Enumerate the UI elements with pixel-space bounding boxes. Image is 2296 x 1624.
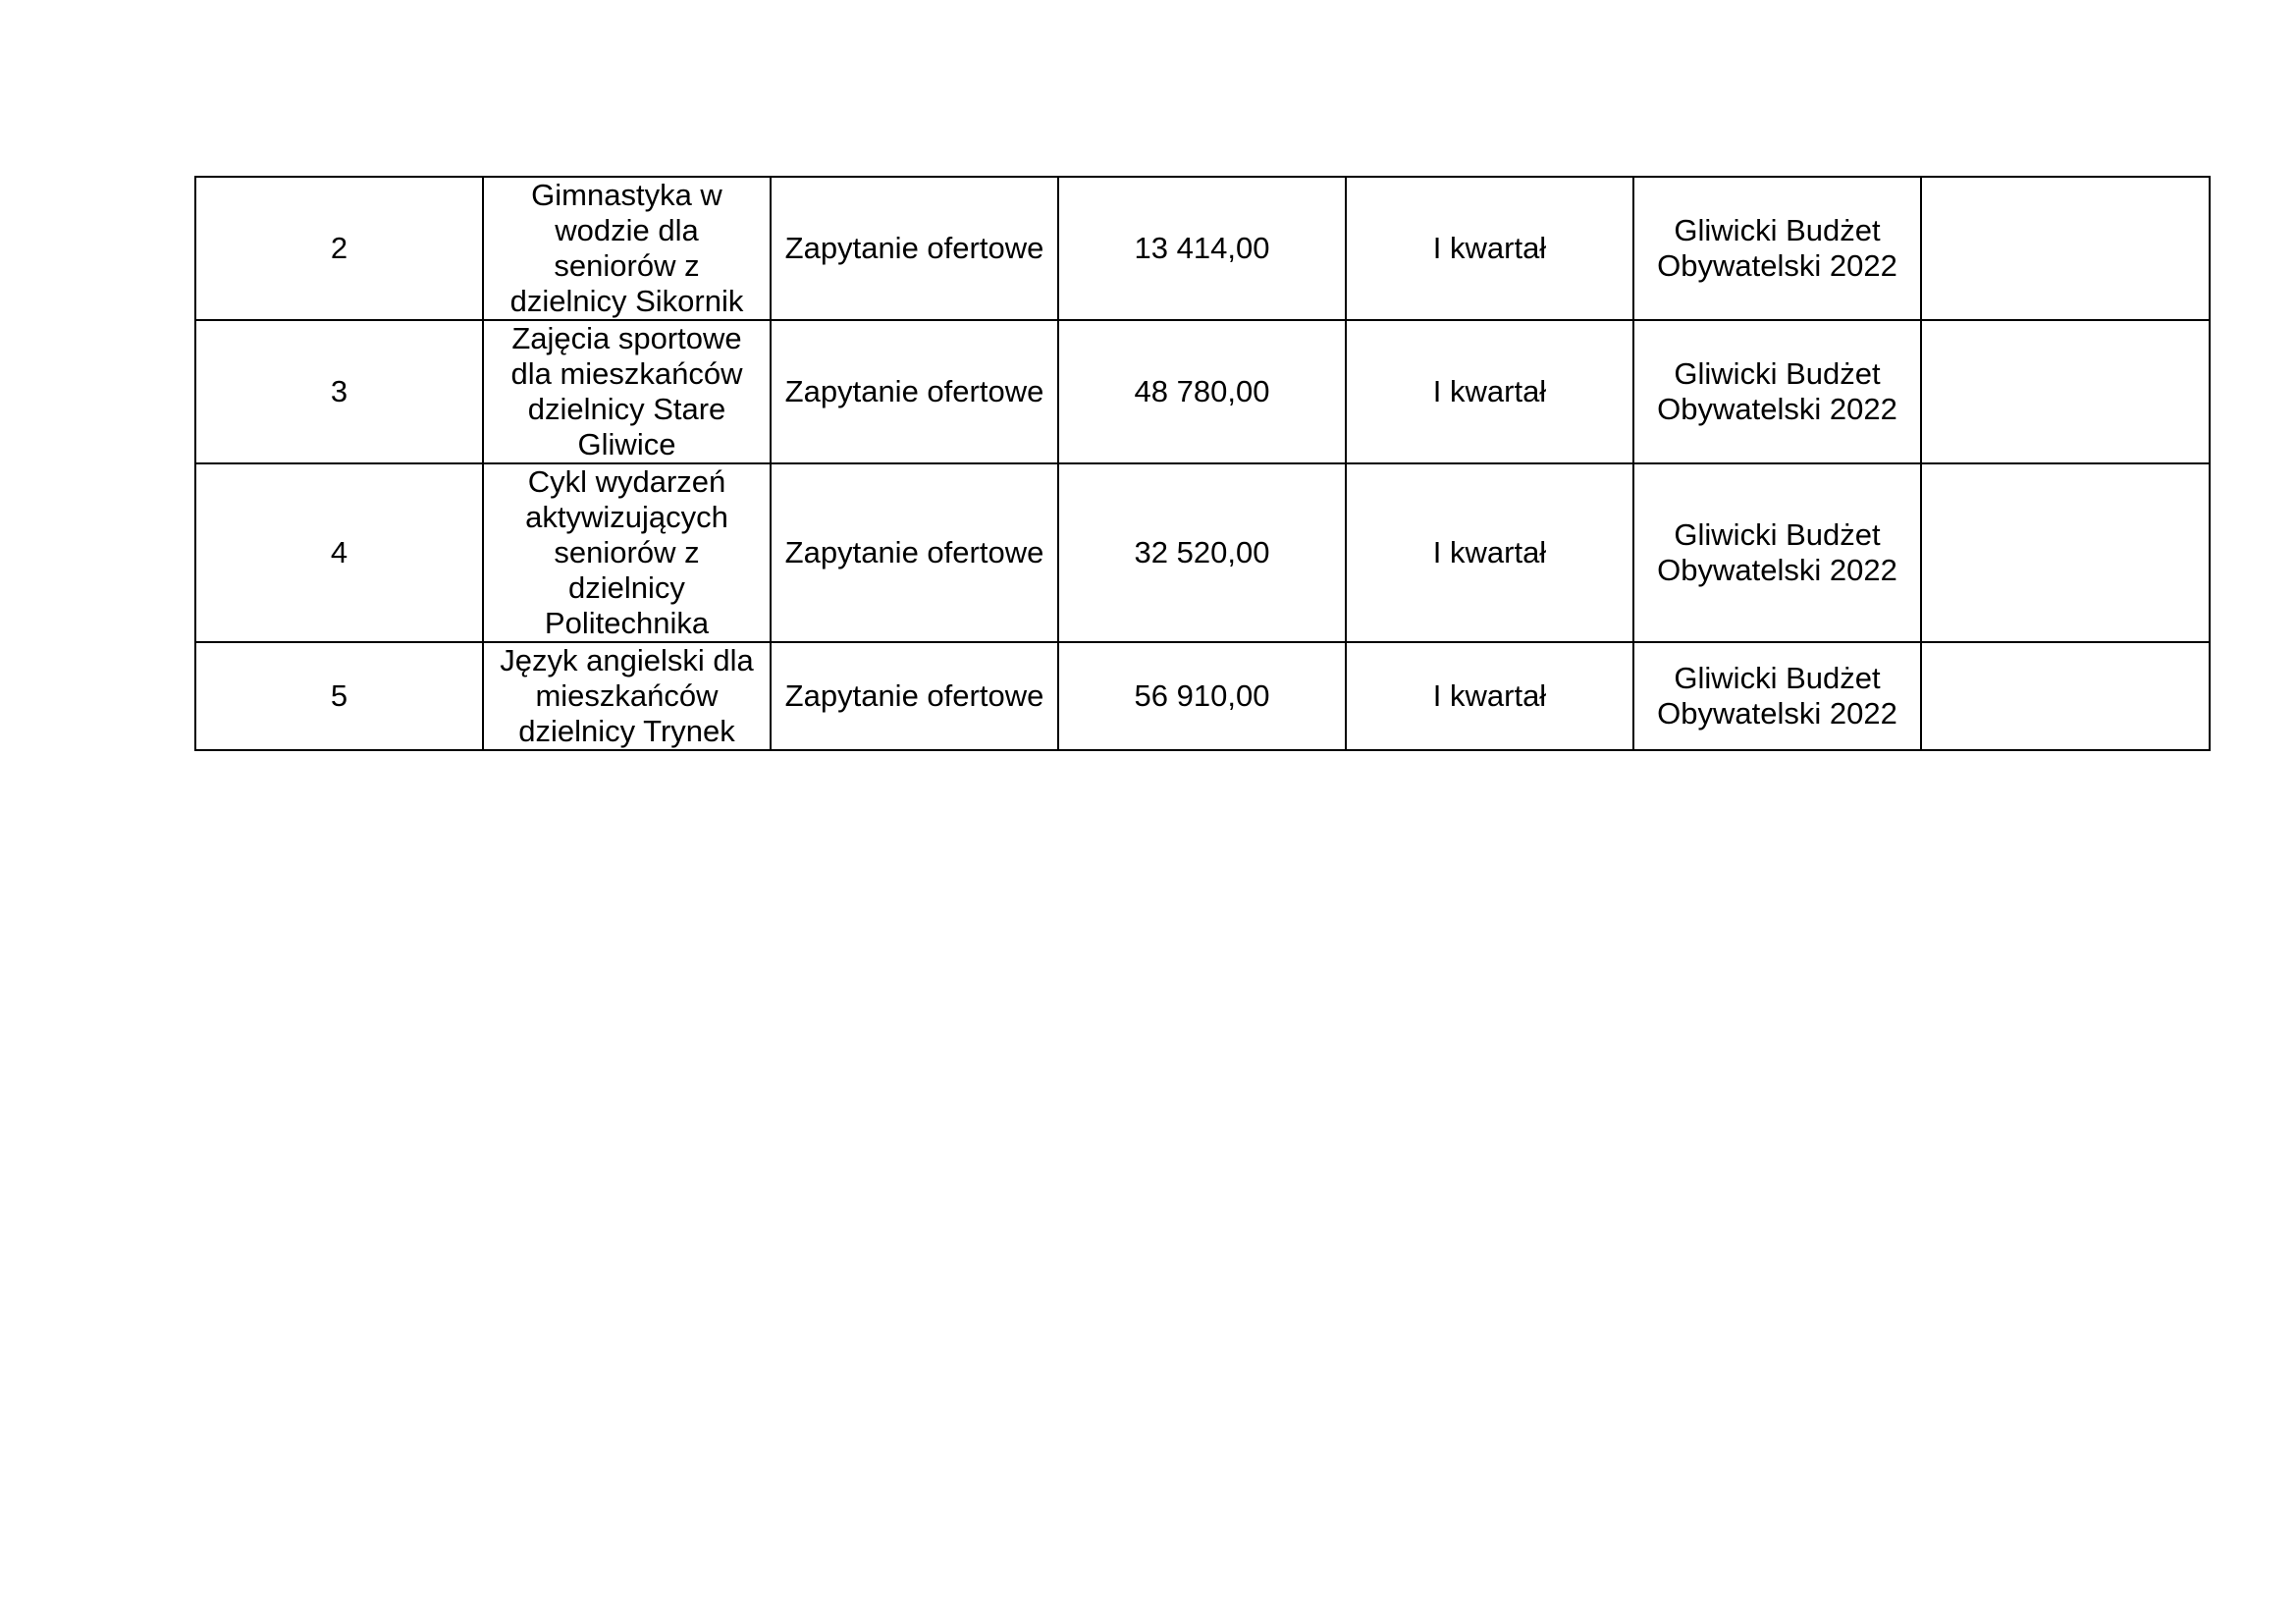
description-line: Politechnika bbox=[544, 606, 710, 640]
task-description-cell bbox=[483, 463, 771, 642]
source-line: Obywatelski 2022 bbox=[1657, 248, 1897, 283]
source-line: Gliwicki Budżet bbox=[1674, 213, 1881, 247]
procedure-cell: Zapytanie ofertowe bbox=[771, 642, 1058, 750]
description-line: seniorów z bbox=[554, 535, 700, 569]
amount-cell: 13 414,00 bbox=[1058, 177, 1346, 320]
amount-cell: 32 520,00 bbox=[1058, 463, 1346, 642]
amount-cell: 56 910,00 bbox=[1058, 642, 1346, 750]
procedure-cell: Zapytanie ofertowe bbox=[771, 320, 1058, 463]
description-line: Cykl wydarzeń bbox=[527, 464, 726, 499]
procedure-cell: Zapytanie ofertowe bbox=[771, 463, 1058, 642]
description-line: wodzie dla bbox=[555, 213, 699, 247]
description-line: dzielnicy Stare bbox=[527, 392, 726, 426]
notes-cell bbox=[1921, 642, 2210, 750]
table-row bbox=[195, 320, 2210, 463]
description-line: dzielnicy Sikornik bbox=[509, 284, 744, 318]
notes-cell bbox=[1921, 320, 2210, 463]
row-number-cell: 5 bbox=[195, 642, 483, 750]
row-number-cell: 2 bbox=[195, 177, 483, 320]
source-line: Gliwicki Budżet bbox=[1674, 356, 1881, 391]
description-line: Zajęcia sportowe bbox=[511, 321, 742, 355]
funding-source-cell bbox=[1633, 177, 1921, 320]
source-line: Obywatelski 2022 bbox=[1657, 392, 1897, 426]
task-description-cell bbox=[483, 642, 771, 750]
notes-cell bbox=[1921, 463, 2210, 642]
description-line: aktywizujących bbox=[525, 500, 728, 534]
table-row bbox=[195, 642, 2210, 750]
notes-cell bbox=[1921, 177, 2210, 320]
quarter-cell: I kwartał bbox=[1346, 463, 1633, 642]
row-number-cell: 4 bbox=[195, 463, 483, 642]
description-line: Gliwice bbox=[577, 427, 676, 461]
funding-source-cell bbox=[1633, 463, 1921, 642]
table-row bbox=[195, 177, 2210, 320]
source-line: Obywatelski 2022 bbox=[1657, 696, 1897, 731]
row-number-cell: 3 bbox=[195, 320, 483, 463]
task-description-cell bbox=[483, 320, 771, 463]
quarter-cell: I kwartał bbox=[1346, 642, 1633, 750]
task-description-cell bbox=[483, 177, 771, 320]
description-line: seniorów z bbox=[554, 248, 700, 283]
source-line: Obywatelski 2022 bbox=[1657, 553, 1897, 587]
source-line: Gliwicki Budżet bbox=[1674, 517, 1881, 552]
funding-source-cell bbox=[1633, 642, 1921, 750]
description-line: dzielnicy bbox=[568, 570, 685, 605]
quarter-cell: I kwartał bbox=[1346, 177, 1633, 320]
procedure-cell: Zapytanie ofertowe bbox=[771, 177, 1058, 320]
description-line: dzielnicy Trynek bbox=[518, 714, 735, 748]
quarter-cell: I kwartał bbox=[1346, 320, 1633, 463]
description-line: dla mieszkańców bbox=[510, 356, 743, 391]
source-line: Gliwicki Budżet bbox=[1674, 661, 1881, 695]
funding-source-cell bbox=[1633, 320, 1921, 463]
table-row bbox=[195, 463, 2210, 642]
description-line: Gimnastyka w bbox=[531, 178, 722, 212]
procurement-table bbox=[194, 176, 2211, 751]
amount-cell: 48 780,00 bbox=[1058, 320, 1346, 463]
description-line: mieszkańców bbox=[535, 678, 719, 713]
description-line: Język angielski dla bbox=[500, 643, 754, 677]
